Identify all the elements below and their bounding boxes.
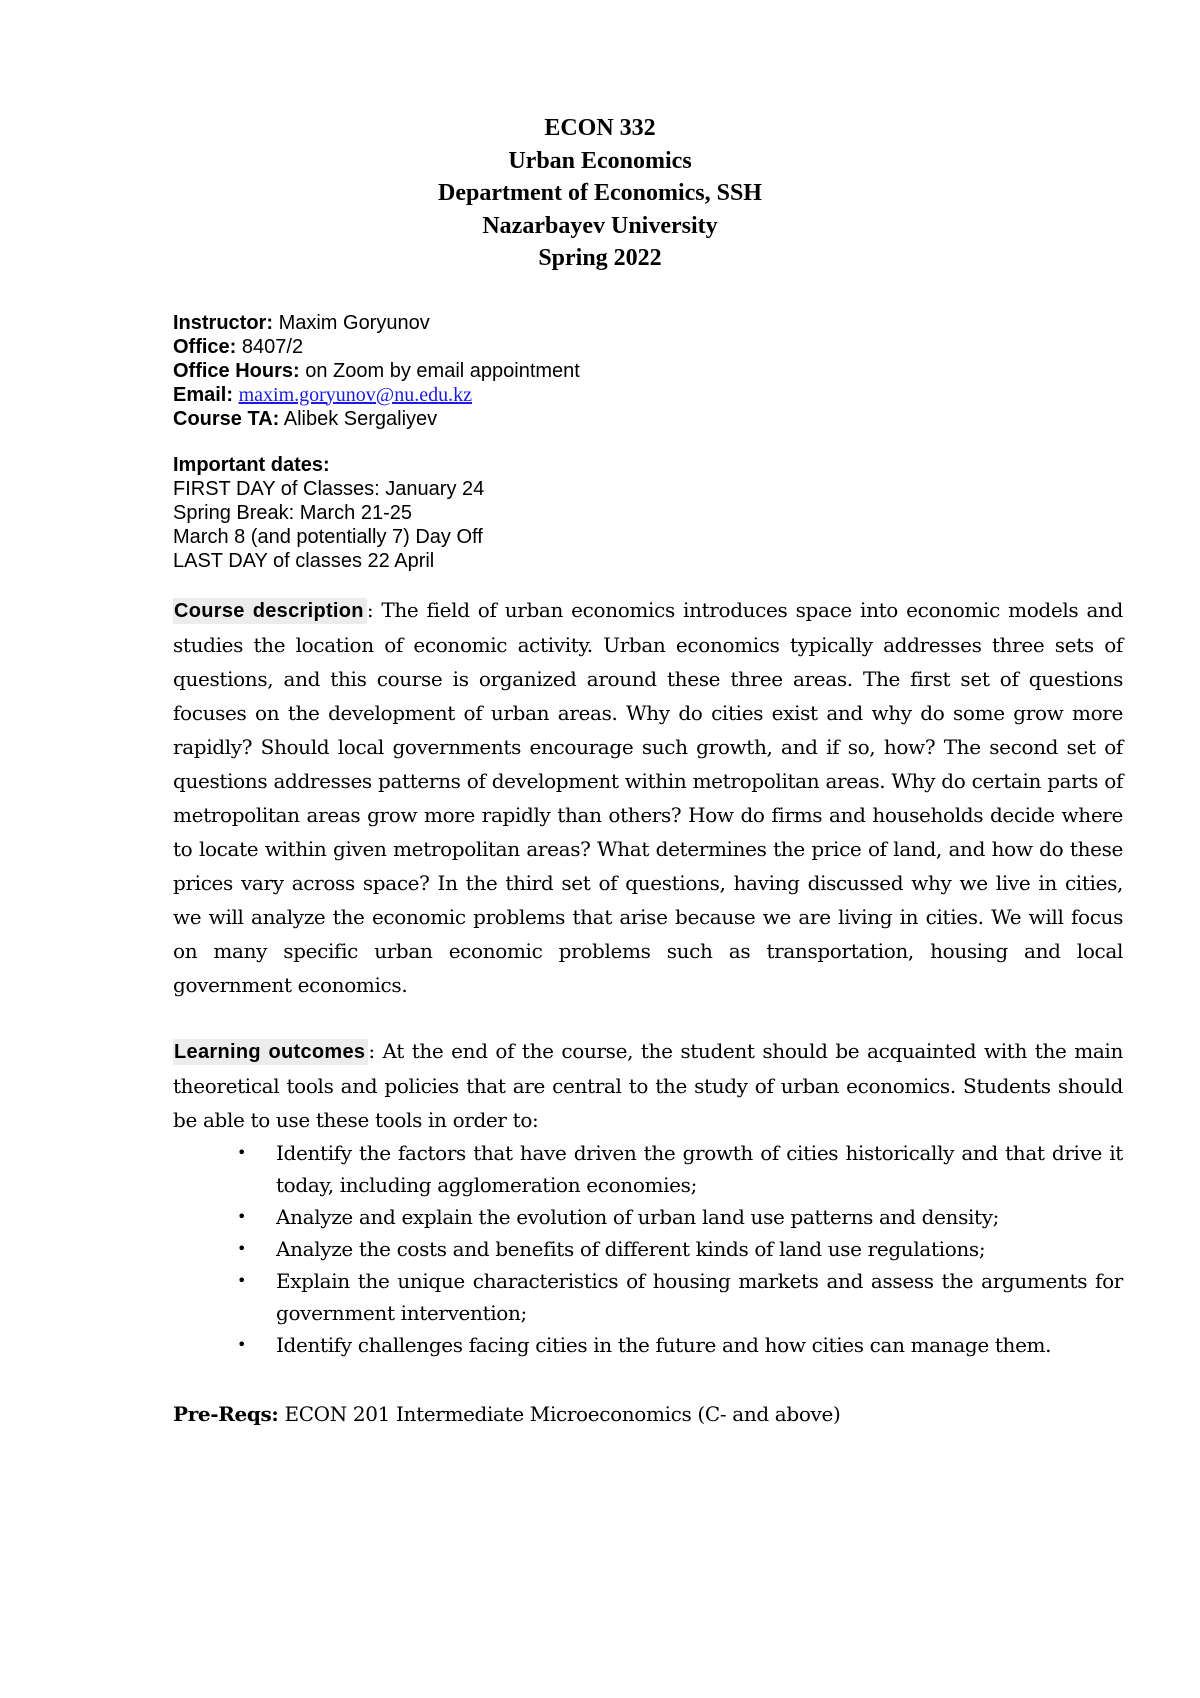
course-description bbox=[173, 593, 1123, 1002]
bullet-icon: • bbox=[237, 1206, 247, 1226]
list-item bbox=[173, 1265, 1123, 1329]
outcome-text: Explain the unique characteristics of housing markets and assess the arguments for government intervention; bbox=[276, 1268, 1123, 1325]
prereq-label: Pre-Reqs: bbox=[173, 1401, 279, 1426]
ta-label: Course TA: bbox=[173, 407, 280, 430]
instructor-row bbox=[173, 311, 1123, 335]
outcome-text: Analyze the costs and benefits of different kinds of land use regulations; bbox=[276, 1236, 986, 1261]
important-dates-label: Important dates: bbox=[173, 453, 330, 476]
prereq-value: ECON 201 Intermediate Microeconomics (C- and above) bbox=[284, 1401, 841, 1426]
email-link[interactable]: maxim.goryunov@nu.edu.kz bbox=[238, 383, 472, 406]
office-hours-row bbox=[173, 359, 1123, 383]
learning-outcomes-intro: At the end of the course, the student should be acquainted with the main theoretical tools and policies that are central to the study of urban economics. Students should be able to use these tools in order to: bbox=[173, 1038, 1124, 1132]
instructor-value: Maxim Goryunov bbox=[278, 311, 430, 334]
course-title: Urban Economics bbox=[508, 147, 692, 174]
bullet-icon: • bbox=[237, 1334, 247, 1354]
office-value: 8407/2 bbox=[241, 335, 304, 358]
outcome-text: Analyze and explain the evolution of urban land use patterns and density; bbox=[276, 1204, 1000, 1229]
date-item: LAST DAY of classes 22 April bbox=[173, 549, 435, 572]
outcome-text: Identify challenges facing cities in the future and how cities can manage them. bbox=[276, 1332, 1052, 1357]
office-hours-label: Office Hours: bbox=[173, 359, 300, 382]
email-row bbox=[173, 383, 1123, 407]
date-item: March 8 (and potentially 7) Day Off bbox=[173, 525, 483, 548]
bullet-icon: • bbox=[237, 1142, 247, 1162]
learning-outcomes-list bbox=[173, 1137, 1123, 1361]
instructor-label: Instructor: bbox=[173, 311, 273, 334]
learning-outcomes-label: Learning outcomes bbox=[173, 1039, 368, 1065]
bullet-icon: • bbox=[237, 1238, 247, 1258]
ta-row bbox=[173, 407, 1123, 431]
office-row bbox=[173, 335, 1123, 359]
course-description-separator: : bbox=[366, 597, 374, 622]
email-label: Email: bbox=[173, 383, 234, 406]
office-hours-value: on Zoom by email appointment bbox=[305, 359, 580, 382]
ta-value: Alibek Sergaliyev bbox=[283, 407, 438, 430]
course-code: ECON 332 bbox=[544, 115, 656, 141]
important-dates bbox=[173, 453, 1123, 573]
date-item: FIRST DAY of Classes: January 24 bbox=[173, 477, 485, 500]
list-item bbox=[173, 1233, 1123, 1265]
course-description-label: Course description bbox=[173, 598, 367, 624]
outcome-text: Identify the factors that have driven the growth of cities historically and that drive it today, including agglomeration economies; bbox=[276, 1140, 1123, 1197]
date-item: Spring Break: March 21-25 bbox=[173, 501, 413, 524]
contact-info bbox=[173, 311, 1123, 431]
syllabus-header bbox=[0, 112, 1200, 275]
office-label: Office: bbox=[173, 335, 237, 358]
list-item bbox=[173, 1329, 1123, 1361]
list-item bbox=[173, 1201, 1123, 1233]
prerequisites bbox=[173, 1397, 1123, 1431]
bullet-icon: • bbox=[237, 1270, 247, 1290]
syllabus-page bbox=[173, 112, 1123, 1431]
course-description-text: The field of urban economics introduces space into economic models and studies the location of economic activity. Urban economics typically addresses three sets of questions, and this course is organized around these three areas. The first set of questions focuses on the development of urban areas. Why do cities exist and why do some grow more rapidly? Should local governments encourage such growth, and if so, how? The second set of questions addresses patterns of development within metropolitan areas. Why do certain parts of metropolitan areas grow more rapidly than others? How do firms and households decide where to locate within given metropolitan areas? What determines the price of land, and how do these prices vary across space? In the third set of questions, having discussed why we live in cities, we will analyze the economic problems that arise because we are living in cities. We will focus on many specific urban economic problems such as transportation, housing and local government economics. bbox=[173, 597, 1124, 997]
list-item bbox=[173, 1137, 1123, 1201]
university: Nazarbayev University bbox=[482, 212, 718, 239]
term: Spring 2022 bbox=[538, 245, 662, 271]
learning-outcomes bbox=[173, 1034, 1123, 1137]
learning-outcomes-separator: : bbox=[368, 1038, 375, 1063]
department: Department of Economics, SSH bbox=[438, 180, 762, 206]
